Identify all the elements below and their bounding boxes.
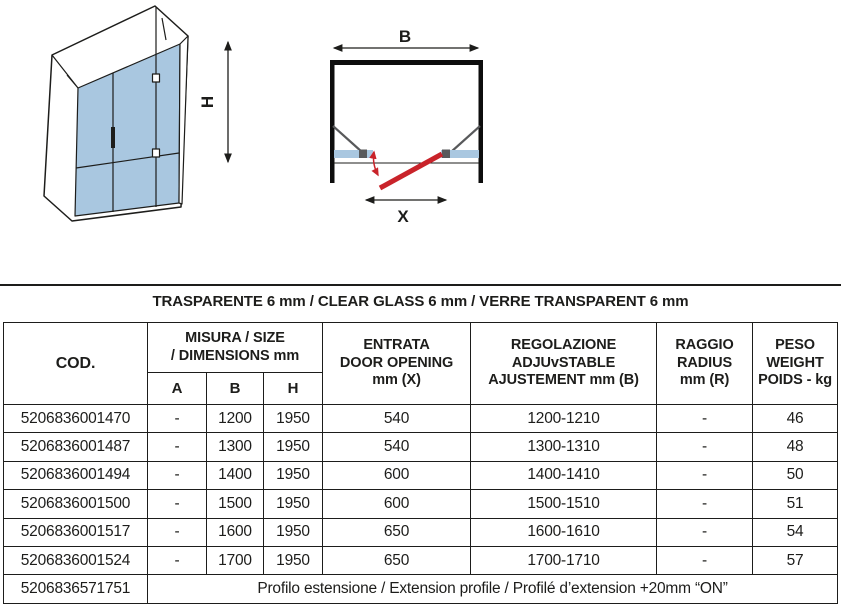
col-header-entrata-line1: ENTRATA — [363, 336, 430, 353]
cell-adjustable: 1600-1610 — [471, 518, 657, 546]
cell-a: - — [148, 405, 207, 433]
cell-opening: 600 — [323, 490, 471, 518]
side-face — [179, 36, 188, 204]
cell-b: 1600 — [207, 518, 264, 546]
cell-cod: 5206836001517 — [4, 518, 148, 546]
cell-b: 1400 — [207, 461, 264, 489]
cell-opening: 540 — [323, 433, 471, 461]
door-handle — [111, 127, 115, 148]
cell-a: - — [148, 518, 207, 546]
table-row — [4, 518, 838, 546]
cell-radius: - — [657, 433, 753, 461]
header-row-1 — [4, 323, 838, 373]
divider-rule — [0, 284, 841, 286]
cell-radius: - — [657, 405, 753, 433]
width-dimension-label: B — [398, 27, 412, 46]
col-header-misura-line2: / DIMENSIONS mm — [170, 347, 300, 364]
left-connector-block — [359, 150, 367, 159]
cell-adjustable: 1500-1510 — [471, 490, 657, 518]
cell-cod: 5206836001524 — [4, 546, 148, 574]
table-row — [4, 405, 838, 433]
cell-a: - — [148, 490, 207, 518]
cell-h: 1950 — [264, 433, 323, 461]
col-header-misura — [148, 323, 323, 373]
height-dimension-label: H — [198, 95, 217, 109]
opening-dimension-label: X — [397, 207, 409, 226]
col-header-peso — [753, 323, 838, 405]
cell-weight: 50 — [753, 461, 838, 489]
col-header-peso-line2: WEIGHT — [766, 354, 824, 371]
col-header-regolazione-line3: AJUSTEMENT mm (B) — [488, 372, 639, 389]
cell-a: - — [148, 546, 207, 574]
col-header-peso-line1: PESO — [775, 336, 815, 353]
cell-h: 1950 — [264, 490, 323, 518]
right-brace — [451, 126, 480, 152]
right-connector-block — [442, 150, 450, 159]
table-row — [4, 461, 838, 489]
cell-radius: - — [657, 518, 753, 546]
cell-b: 1300 — [207, 433, 264, 461]
cell-opening: 600 — [323, 461, 471, 489]
left-brace — [333, 126, 362, 152]
cell-cod: 5206836001487 — [4, 433, 148, 461]
technical-drawings — [0, 0, 841, 286]
table-row — [4, 433, 838, 461]
col-header-peso-line3: POIDS - kg — [758, 372, 832, 389]
table-row — [4, 546, 838, 574]
cell-a: - — [148, 461, 207, 489]
cell-weight: 54 — [753, 518, 838, 546]
cell-adjustable: 1400-1410 — [471, 461, 657, 489]
cell-cod: 5206836001470 — [4, 405, 148, 433]
cell-b: 1200 — [207, 405, 264, 433]
cell-weight: 48 — [753, 433, 838, 461]
cell-weight: 57 — [753, 546, 838, 574]
cell-a: - — [148, 433, 207, 461]
cell-h: 1950 — [264, 461, 323, 489]
shower-3d-drawing — [44, 6, 228, 221]
cell-extension-note: Profilo estensione / Extension profile / Profilé d’extension +20mm “ON” — [148, 575, 838, 603]
hinge-top — [153, 74, 160, 82]
hinge-bottom — [153, 149, 160, 157]
cell-weight: 46 — [753, 405, 838, 433]
col-header-misura-line1: MISURA / SIZE — [185, 329, 285, 346]
cell-radius: - — [657, 546, 753, 574]
table-title: TRASPARENTE 6 mm / CLEAR GLASS 6 mm / VERRE TRANSPARENT 6 mm — [152, 293, 689, 310]
col-header-entrata-line2: DOOR OPENING — [339, 354, 454, 371]
footer-row — [4, 575, 838, 603]
cell-b: 1500 — [207, 490, 264, 518]
open-door-line — [380, 154, 442, 188]
table-row — [4, 490, 838, 518]
col-header-cod: COD. — [4, 323, 148, 405]
cell-cod: 5206836001500 — [4, 490, 148, 518]
cell-opening: 650 — [323, 518, 471, 546]
cell-adjustable: 1200-1210 — [471, 405, 657, 433]
top-wall — [330, 60, 483, 65]
cell-adjustable: 1300-1310 — [471, 433, 657, 461]
col-header-entrata — [323, 323, 471, 405]
plan-view-diagram — [330, 27, 483, 226]
left-glass-panel — [334, 150, 373, 158]
col-header-raggio — [657, 323, 753, 405]
cell-h: 1950 — [264, 546, 323, 574]
right-wall — [479, 60, 484, 183]
spec-table — [3, 322, 838, 604]
col-header-entrata-line3: mm (X) — [372, 372, 421, 389]
col-header-h: H — [264, 373, 323, 405]
cell-opening: 540 — [323, 405, 471, 433]
col-header-regolazione-line2: ADJUvSTABLE — [511, 354, 616, 371]
cell-b: 1700 — [207, 546, 264, 574]
cell-h: 1950 — [264, 405, 323, 433]
col-header-raggio-line3: mm (R) — [679, 372, 730, 389]
col-header-regolazione-line1: REGOLAZIONE — [510, 336, 617, 353]
left-wall — [330, 60, 335, 183]
col-header-raggio-line1: RAGGIO — [675, 336, 734, 353]
col-header-regolazione — [471, 323, 657, 405]
col-header-b: B — [207, 373, 264, 405]
cell-radius: - — [657, 461, 753, 489]
col-header-raggio-line2: RADIUS — [677, 354, 733, 371]
col-header-a: A — [148, 373, 207, 405]
cell-cod: 5206836001494 — [4, 461, 148, 489]
cell-radius: - — [657, 490, 753, 518]
cell-adjustable: 1700-1710 — [471, 546, 657, 574]
cell-cod: 5206836571751 — [4, 575, 148, 603]
cell-h: 1950 — [264, 518, 323, 546]
cell-opening: 650 — [323, 546, 471, 574]
cell-weight: 51 — [753, 490, 838, 518]
